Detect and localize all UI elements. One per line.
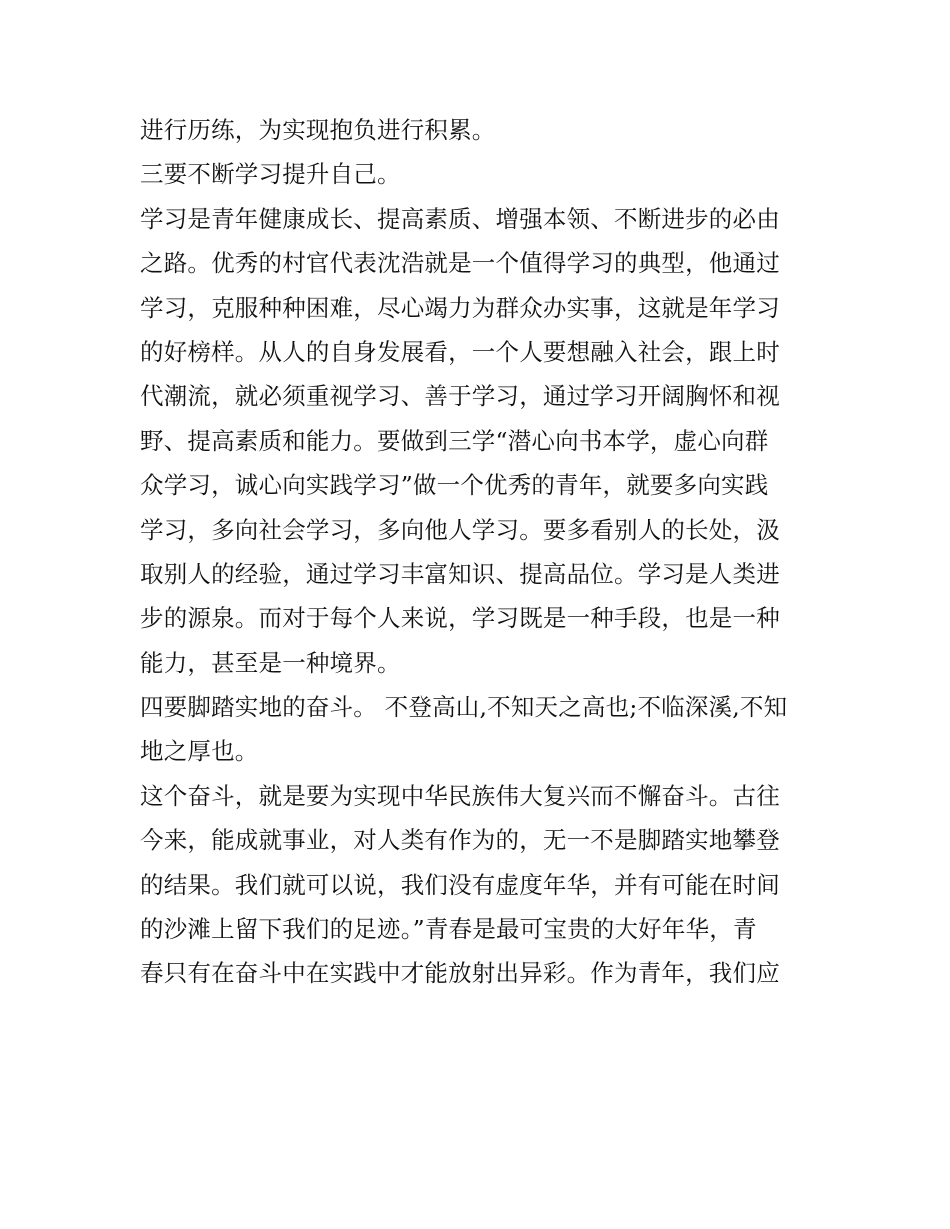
text-line: 学习，多向社会学习，多向他人学习。要多看别人的长处，汲 (140, 515, 780, 544)
text-line: 的结果。我们就可以说，我们没有虚度年华，并有可能在时间 (140, 870, 780, 899)
text-line: 众学习，诚心向实践学习”做一个优秀的青年，就要多向实践 (140, 471, 769, 500)
text-line: 的好榜样。从人的自身发展看，一个人要想融入社会，跟上时 (140, 337, 780, 366)
text-line: 地之厚也。 (140, 737, 259, 766)
text-line: 这个奋斗，就是要为实现中华民族伟大复兴而不懈奋斗。古往 (140, 781, 780, 810)
text-line: 野、提高素质和能力。要做到三学“潜心向书本学，虚心向群 (140, 426, 769, 455)
text-line: 今来，能成就事业，对人类有作为的，无一不是脚踏实地攀登 (140, 826, 780, 855)
text-line: 能力，甚至是一种境界。 (140, 648, 401, 677)
text-line: 步的源泉。而对于每个人来说，学习既是一种手段，也是一种 (140, 604, 780, 633)
text-line: 的沙滩上留下我们的足迹。”青春是最可宝贵的大好年华，青 (140, 915, 757, 944)
text-line: 春只有在奋斗中在实践中才能放射出异彩。作为青年，我们应 (140, 959, 780, 988)
section-heading: 三要不断学习提升自己。 (140, 160, 401, 189)
text-line: 学习是青年健康成长、提高素质、增强本领、不断进步的必由 (140, 204, 780, 233)
section-heading: 四要脚踏实地的奋斗。 不登高山,不知天之高也;不临深溪,不知 (140, 693, 788, 722)
document-body (140, 108, 812, 996)
text-line: 进行历练，为实现抱负进行积累。 (140, 116, 496, 144)
text-line: 取别人的经验，通过学习丰富知识、提高品位。学习是人类进 (140, 559, 780, 588)
text-line: 之路。优秀的村官代表沈浩就是一个值得学习的典型，他通过 (140, 249, 780, 278)
text-line: 学习，克服种种困难，尽心竭力为群众办实事，这就是年学习 (140, 293, 780, 322)
text-line: 代潮流，就必须重视学习、善于学习，通过学习开阔胸怀和视 (140, 382, 780, 411)
